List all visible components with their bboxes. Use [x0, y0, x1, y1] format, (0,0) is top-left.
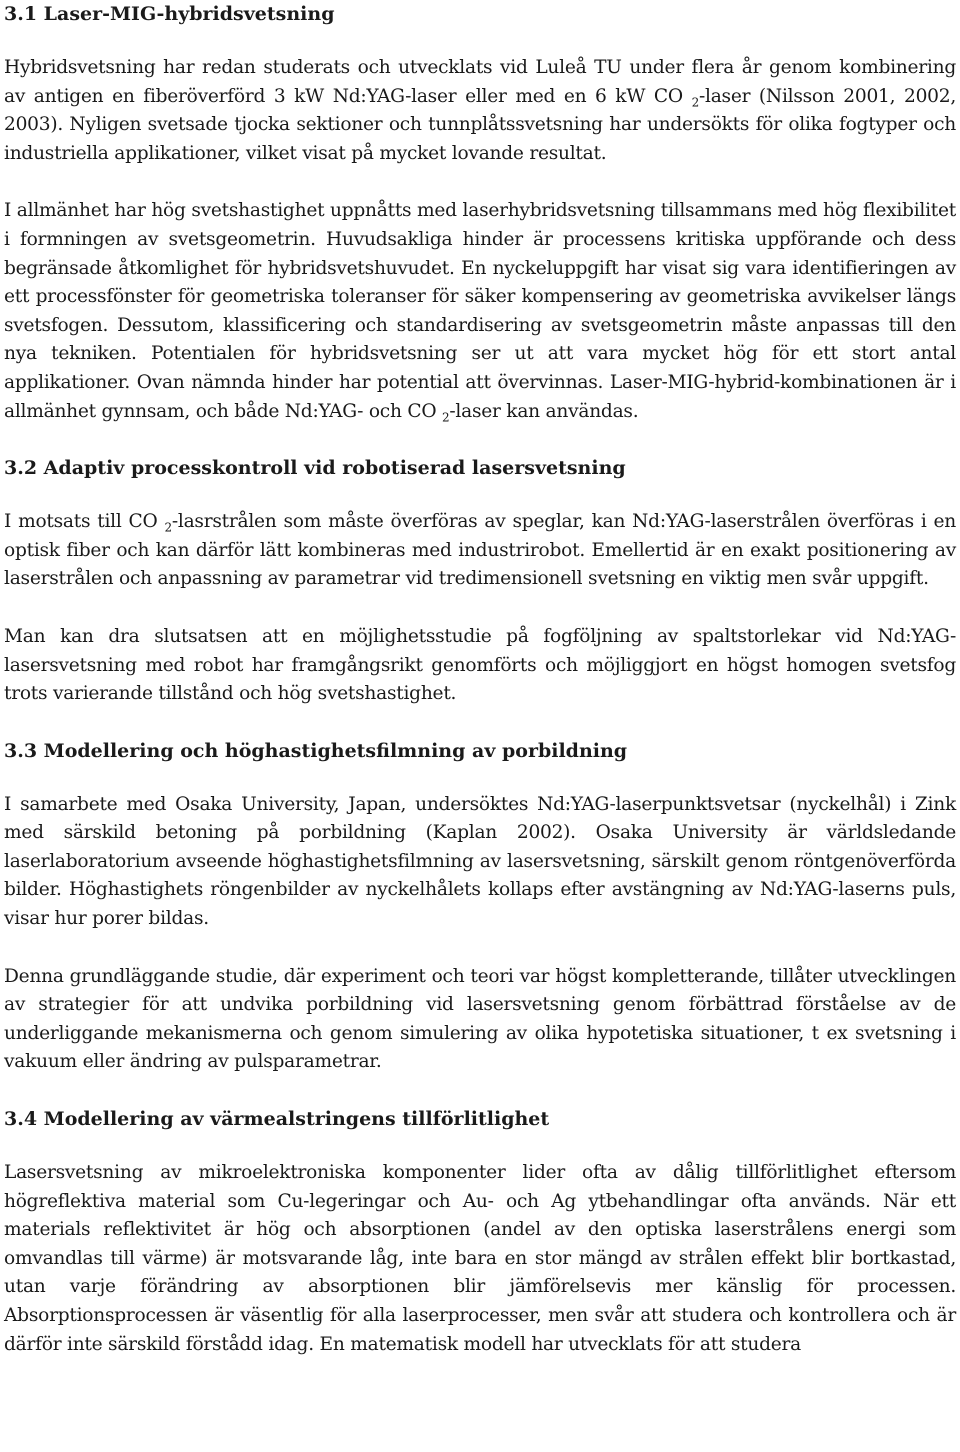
section-heading-3-1: 3.1 Laser-MIG-hybridsvetsning	[4, 3, 335, 25]
paragraph: I samarbete med Osaka University, Japan, undersöktes Nd:YAG-laserpunktsvetsar (nyckelhål) i Zink med särskild betoning på porbildning (Kaplan 2002). Osaka University är världsledande laserlaboratorium avseende höghastighetsfilmning av lasersvetsning, särskilt genom röntgenöverförda bilder. Höghastighets röngenbilder av nyckelhålets kollaps efter avstängning av Nd:YAG-laserns puls, visar hur porer bildas.	[4, 793, 956, 930]
section-heading-3-4: 3.4 Modellering av värmealstringens tillförlitlighet	[4, 1108, 550, 1131]
paragraph: Hybridsvetsning har redan studerats och utvecklats vid Luleå TU under flera år genom kombinering av antigen en fiberöverförd 3 kW Nd:YAG-laser eller med en 6 kW CO $_2$-laser (Nilsson 2001, 2002, 2003). Nyligen svetsade tjocka sektioner och tunnplåtssvetsning har undersökts för olika fogtyper och industriella applikationer, vilket visat på mycket lovande resultat.	[4, 57, 956, 164]
document-page	[4, 0, 956, 1359]
paragraph: I motsats till CO $_2$-lasrstrålen som måste överföras av speglar, kan Nd:YAG-laserstrålen överföras i en optisk fiber och kan därför lätt kombineras med industrirobot. Emellertid är en exakt positionering av laserstrålen och anpassning av parametrar vid tredimensionell svetsning en viktig men svår uppgift.	[4, 511, 956, 590]
paragraph: Denna grundläggande studie, där experiment och teori var högst kompletterande, tillåter utvecklingen av strategier för att undvika porbildning vid lasersvetsning genom förbättrad förståelse av de underliggande mekanismerna och genom simulering av olika hypotetiska situationer, t ex svetsning i vakuum eller ändring av pulsparametrar.	[4, 965, 956, 1073]
section-heading-3-3: 3.3 Modellering och höghastighetsfilmning av porbildning	[4, 739, 628, 762]
paragraph: Lasersvetsning av mikroelektroniska komponenter lider ofta av dålig tillförlitlighet eftersom högreflektiva material som Cu-legeringar och Au- och Ag ytbehandlingar ofta används. När ett materials reflektivitet är hög och absorptionen (andel av den optiska laserstrålens energi som omvandlas till värme) är motsvarande låg, inte bara en stor mängd av strålen effekt blir bortkastad, utan varje förändring av absorptionen blir jämförelsevis mer känslig för processen. Absorptionsprocessen är väsentlig för alla laserprocesser, men svår att studera och kontrollera och är därför inte särskild förstådd idag. En matematisk modell har utvecklats för att studera	[4, 1162, 956, 1355]
section-heading-3-2: 3.2 Adaptiv processkontroll vid robotiserad lasersvetsning	[4, 457, 626, 480]
paragraph: Man kan dra slutsatsen att en möjlighetsstudie på fogföljning av spaltstorlekar vid Nd:YAG-lasersvetsning med robot har framgångsrikt genomförts och möjliggjort en högst homogen svetsfog trots varierande tillstånd och hög svetshastighet.	[4, 625, 956, 705]
paragraph: I allmänhet har hög svetshastighet uppnåtts med laserhybridsvetsning tillsammans med hög flexibilitet i formningen av svetsgeometrin. Huvudsakliga hinder är processens kritiska uppförande och dess begränsade åtkomlighet för hybridsvetshuvudet. En nyckeluppgift har visat sig vara identifieringen av ett processfönster för geometriska toleranser för säker kompensering av geometriska avvikelser längs svetsfogen. Dessutom, klassificering och standardisering av svetsgeometrin måste anpassas till den nya tekniken. Potentialen för hybridsvetsning ser ut att vara mycket hög för ett stort antal applikationer. Ovan nämnda hinder har potential att övervinnas. Laser-MIG-hybrid-kombinationen är i allmänhet gynnsam, och både Nd:YAG- och CO $_2$-laser kan användas.	[4, 200, 956, 425]
